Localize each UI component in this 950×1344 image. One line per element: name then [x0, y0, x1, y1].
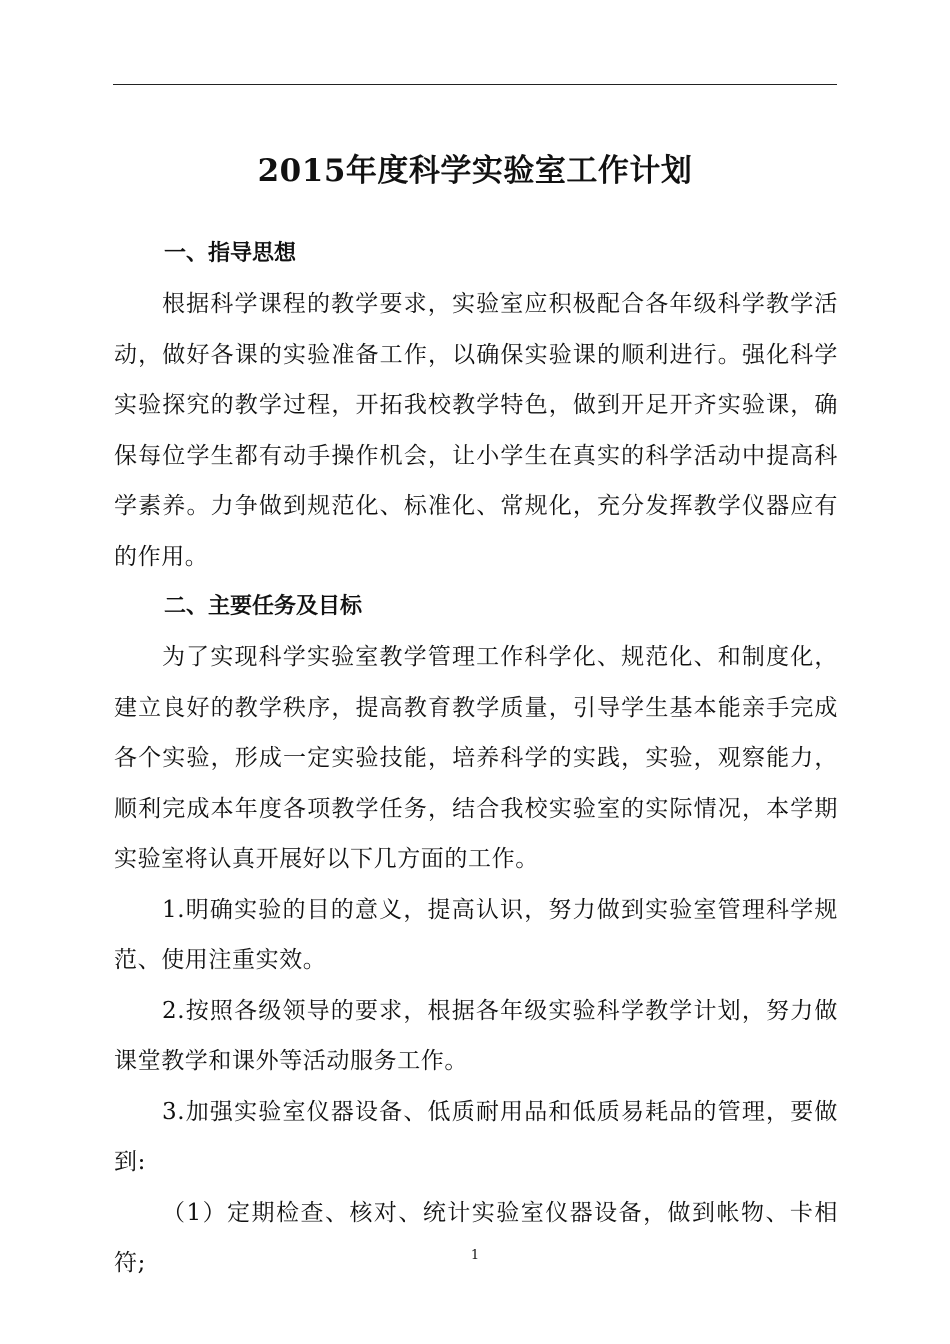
document-title: 2015年度科学实验室工作计划 [257, 152, 693, 189]
paragraph-item-1: 1.明确实验的目的意义，提高认识，努力做到实验室管理科学规范、使用注重实效。 [114, 896, 838, 973]
section-heading-tasks-goals: 二、主要任务及目标 [164, 594, 363, 619]
paragraph-tasks-intro: 为了实现科学实验室教学管理工作科学化、规范化、和制度化，建立良好的教学秩序，提高教育教学质量，引导学生基本能亲手完成各个实验，形成一定实验技能，培养科学的实践，实验，观察能力，顺利完成本年度各项教学任务，结合我校实验室的实际情况，本学期实验室将认真开展好以下几方面的工作。 [114, 644, 838, 872]
header-rule [113, 84, 837, 85]
paragraph-item-2: 2.按照各级领导的要求，根据各年级实验科学教学计划，努力做课堂教学和课外等活动服务工作。 [114, 997, 838, 1074]
paragraph-subitem-1: （1）定期检查、核对、统计实验室仪器设备，做到帐物、卡相符; [114, 1199, 838, 1276]
paragraph-guiding-thought: 根据科学课程的教学要求，实验室应积极配合各年级科学教学活动，做好各课的实验准备工作，以确保实验课的顺利进行。强化科学实验探究的教学过程，开拓我校教学特色，做到开足开齐实验课，确保每位学生都有动手操作机会，让小学生在真实的科学活动中提高科学素养。力争做到规范化、标准化、常规化，充分发挥教学仪器应有的作用。 [114, 291, 838, 570]
section-heading-guiding-thought: 一、指导思想 [164, 241, 297, 266]
page-number: 1 [470, 1248, 480, 1263]
document-body [114, 229, 838, 1289]
paragraph-item-3: 3.加强实验室仪器设备、低质耐用品和低质易耗品的管理，要做到: [114, 1098, 838, 1175]
